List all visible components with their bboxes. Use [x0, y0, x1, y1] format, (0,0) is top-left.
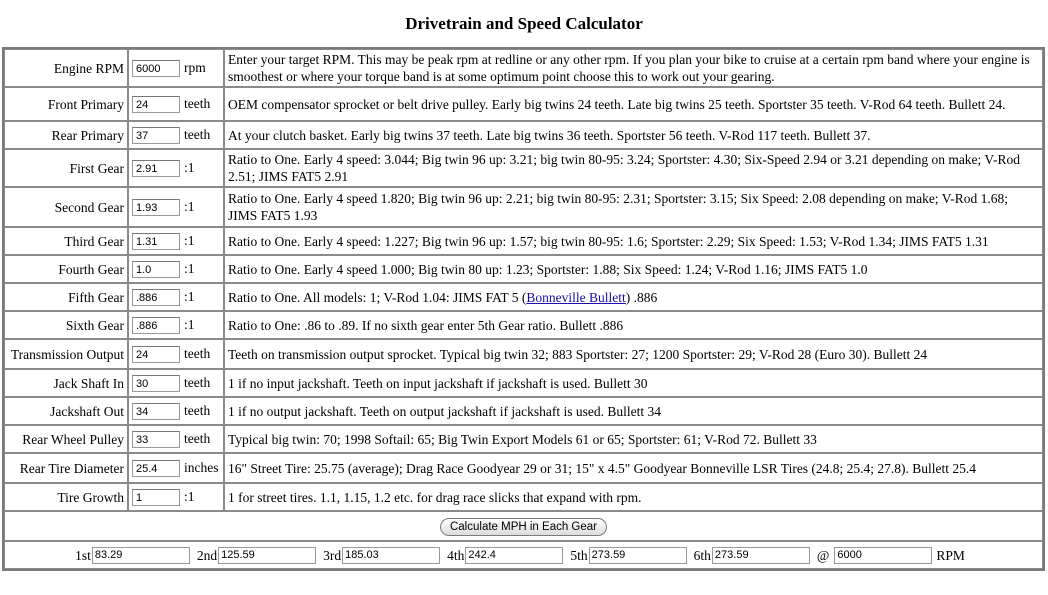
mph-output-field[interactable] — [342, 547, 440, 564]
field-input[interactable] — [132, 261, 180, 278]
field-input-cell — [128, 453, 224, 483]
unit-label: inches — [184, 459, 219, 475]
field-input[interactable] — [132, 96, 180, 113]
unit-label: :1 — [184, 288, 195, 304]
description-text: Ratio to One. All models: 1; V-Rod 1.04: JIMS FAT 5 ( — [228, 289, 527, 305]
field-input[interactable] — [132, 346, 180, 363]
unit-label: :1 — [184, 260, 195, 276]
results-list — [5, 547, 1042, 564]
field-input-cell — [128, 339, 224, 369]
field-description: 1 for street tires. 1.1, 1.15, 1.2 etc. for drag race slicks that expand with rpm. — [224, 483, 1043, 511]
rpm-label: RPM — [936, 547, 965, 563]
mph-output-field[interactable] — [218, 547, 316, 564]
result-item — [447, 547, 563, 564]
page-title: Drivetrain and Speed Calculator — [405, 14, 643, 33]
field-input-cell — [128, 255, 224, 283]
mph-output-field[interactable] — [589, 547, 687, 564]
field-label: Tire Growth — [4, 483, 128, 511]
field-description: Ratio to One: .86 to .89. If no sixth gear enter 5th Gear ratio. Bullett .886 — [224, 311, 1043, 339]
field-description: Ratio to One. Early 4 speed 1.820; Big twin 96 up: 2.21; big twin 80-95: 2.31; Sportster: 3.15; Six Speed: 2.08 depending on make; V-Rod 1.68; JIMS FAT5 1.93 — [224, 187, 1043, 227]
field-label: Rear Wheel Pulley — [4, 425, 128, 453]
field-description: Ratio to One. Early 4 speed 1.000; Big twin 80 up: 1.23; Sportster: 1.88; Six Speed: 1.24; V-Rod 1.16; JIMS FAT5 1.0 — [224, 255, 1043, 283]
input-row — [4, 397, 1043, 425]
field-description: Ratio to One. Early 4 speed: 1.227; Big twin 96 up: 1.57; big twin 80-95: 1.6; Sportster: 2.29; Six Speed: 1.53; V-Rod 1.34; JIMS FAT5 1.31 — [224, 227, 1043, 255]
field-input[interactable] — [132, 127, 180, 144]
input-row — [4, 121, 1043, 149]
unit-label: :1 — [184, 232, 195, 248]
field-description: Teeth on transmission output sprocket. Typical big twin 32; 883 Sportster: 27; 1200 Sportster: 29; V-Rod 28 (Euro 30). Bullett 24 — [224, 339, 1043, 369]
field-description: At your clutch basket. Early big twins 37 teeth. Late big twins 36 teeth. Sportster 56 teeth. V-Rod 117 teeth. Bullett 37. — [224, 121, 1043, 149]
field-input-cell — [128, 49, 224, 87]
button-row — [4, 511, 1043, 541]
field-input[interactable] — [132, 60, 180, 77]
field-input[interactable] — [132, 489, 180, 506]
result-item — [323, 547, 440, 564]
unit-label: rpm — [184, 59, 206, 75]
field-description: 16" Street Tire: 25.75 (average); Drag Race Goodyear 29 or 31; 15" x 4.5" Goodyear Bonneville LSR Tires (24.8; 25.4; 27.8). Bullett 25.4 — [224, 453, 1043, 483]
gear-label: 1st — [75, 547, 91, 563]
mph-output-field[interactable] — [465, 547, 563, 564]
bonneville-bullett-link[interactable]: Bonneville Bullett — [526, 289, 626, 305]
input-row — [4, 339, 1043, 369]
field-label: Fourth Gear — [4, 255, 128, 283]
input-row — [4, 87, 1043, 121]
field-label: Sixth Gear — [4, 311, 128, 339]
unit-label: :1 — [184, 488, 195, 504]
unit-label: :1 — [184, 159, 195, 175]
gear-label: 4th — [447, 547, 465, 563]
field-input-cell — [128, 121, 224, 149]
field-input[interactable] — [132, 233, 180, 250]
unit-label: teeth — [184, 126, 211, 142]
gear-label: 2nd — [196, 547, 218, 563]
rpm-output-field[interactable] — [834, 547, 932, 564]
field-label: Fifth Gear — [4, 283, 128, 311]
unit-label: teeth — [184, 95, 211, 111]
unit-label: teeth — [184, 374, 211, 390]
field-input[interactable] — [132, 431, 180, 448]
input-row — [4, 187, 1043, 227]
field-input-cell — [128, 425, 224, 453]
calculate-mph-button[interactable]: Calculate MPH in Each Gear — [440, 518, 607, 536]
description-text: ) .886 — [625, 289, 658, 305]
field-label: Jack Shaft In — [4, 369, 128, 397]
field-label: Third Gear — [4, 227, 128, 255]
field-input[interactable] — [132, 289, 180, 306]
unit-label: teeth — [184, 430, 211, 446]
field-input[interactable] — [132, 317, 180, 334]
unit-label: teeth — [184, 402, 211, 418]
field-input-cell — [128, 397, 224, 425]
field-input-cell — [128, 227, 224, 255]
field-description: OEM compensator sprocket or belt drive pulley. Early big twins 24 teeth. Late big twins 25 teeth. Sportster 35 teeth. V-Rod 64 teeth. Bullett 24. — [224, 87, 1043, 121]
calculator-table — [2, 47, 1045, 571]
input-row — [4, 149, 1043, 187]
field-input-cell — [128, 149, 224, 187]
input-row — [4, 453, 1043, 483]
mph-output-field[interactable] — [92, 547, 190, 564]
input-row — [4, 255, 1043, 283]
unit-label: :1 — [184, 198, 195, 214]
mph-output-field[interactable] — [712, 547, 810, 564]
unit-label: :1 — [184, 316, 195, 332]
field-input-cell — [128, 311, 224, 339]
field-label: Rear Primary — [4, 121, 128, 149]
result-item — [197, 547, 316, 564]
field-description — [224, 283, 1043, 311]
field-description: 1 if no output jackshaft. Teeth on output jackshaft if jackshaft is used. Bullett 34 — [224, 397, 1043, 425]
input-row — [4, 425, 1043, 453]
field-label: Front Primary — [4, 87, 128, 121]
rpm-result-item — [817, 547, 965, 564]
input-row — [4, 227, 1043, 255]
at-label: @ — [816, 547, 830, 563]
field-input[interactable] — [132, 403, 180, 420]
field-description: 1 if no input jackshaft. Teeth on input jackshaft if jackshaft is used. Bullett 30 — [224, 369, 1043, 397]
field-label: Engine RPM — [4, 49, 128, 87]
field-input[interactable] — [132, 460, 180, 477]
field-label: Transmission Output — [4, 339, 128, 369]
result-item — [570, 547, 686, 564]
field-label: First Gear — [4, 149, 128, 187]
result-item — [694, 547, 810, 564]
field-input[interactable] — [132, 160, 180, 177]
input-row — [4, 369, 1043, 397]
input-row — [4, 311, 1043, 339]
field-label: Rear Tire Diameter — [4, 453, 128, 483]
field-description: Typical big twin: 70; 1998 Softail: 65; Big Twin Export Models 61 or 65; Sportster: 61; V-Rod 72. Bullett 33 — [224, 425, 1043, 453]
field-input-cell — [128, 483, 224, 511]
field-description: Ratio to One. Early 4 speed: 3.044; Big twin 96 up: 3.21; big twin 80-95: 3.24; Sportster: 4.30; Six-Speed 2.94 or 3.21 depending on make; V-Rod 2.51; JIMS FAT5 2.91 — [224, 149, 1043, 187]
gear-label: 3rd — [323, 547, 342, 563]
field-input[interactable] — [132, 199, 180, 216]
input-row — [4, 283, 1043, 311]
field-description: Enter your target RPM. This may be peak rpm at redline or any other rpm. If you plan your bike to cruise at a certain rpm band where your engine is smoothest or where your torque band is at some optimum point choose this to work out your gearing. — [224, 49, 1043, 87]
input-row — [4, 49, 1043, 87]
input-row — [4, 483, 1043, 511]
result-item — [75, 547, 190, 564]
field-label: Jackshaft Out — [4, 397, 128, 425]
gear-label: 5th — [570, 547, 588, 563]
results-row — [4, 541, 1043, 569]
gear-label: 6th — [693, 547, 711, 563]
field-input-cell — [128, 187, 224, 227]
field-input-cell — [128, 369, 224, 397]
field-input-cell — [128, 87, 224, 121]
field-input[interactable] — [132, 375, 180, 392]
field-label: Second Gear — [4, 187, 128, 227]
field-input-cell — [128, 283, 224, 311]
unit-label: teeth — [184, 345, 211, 361]
